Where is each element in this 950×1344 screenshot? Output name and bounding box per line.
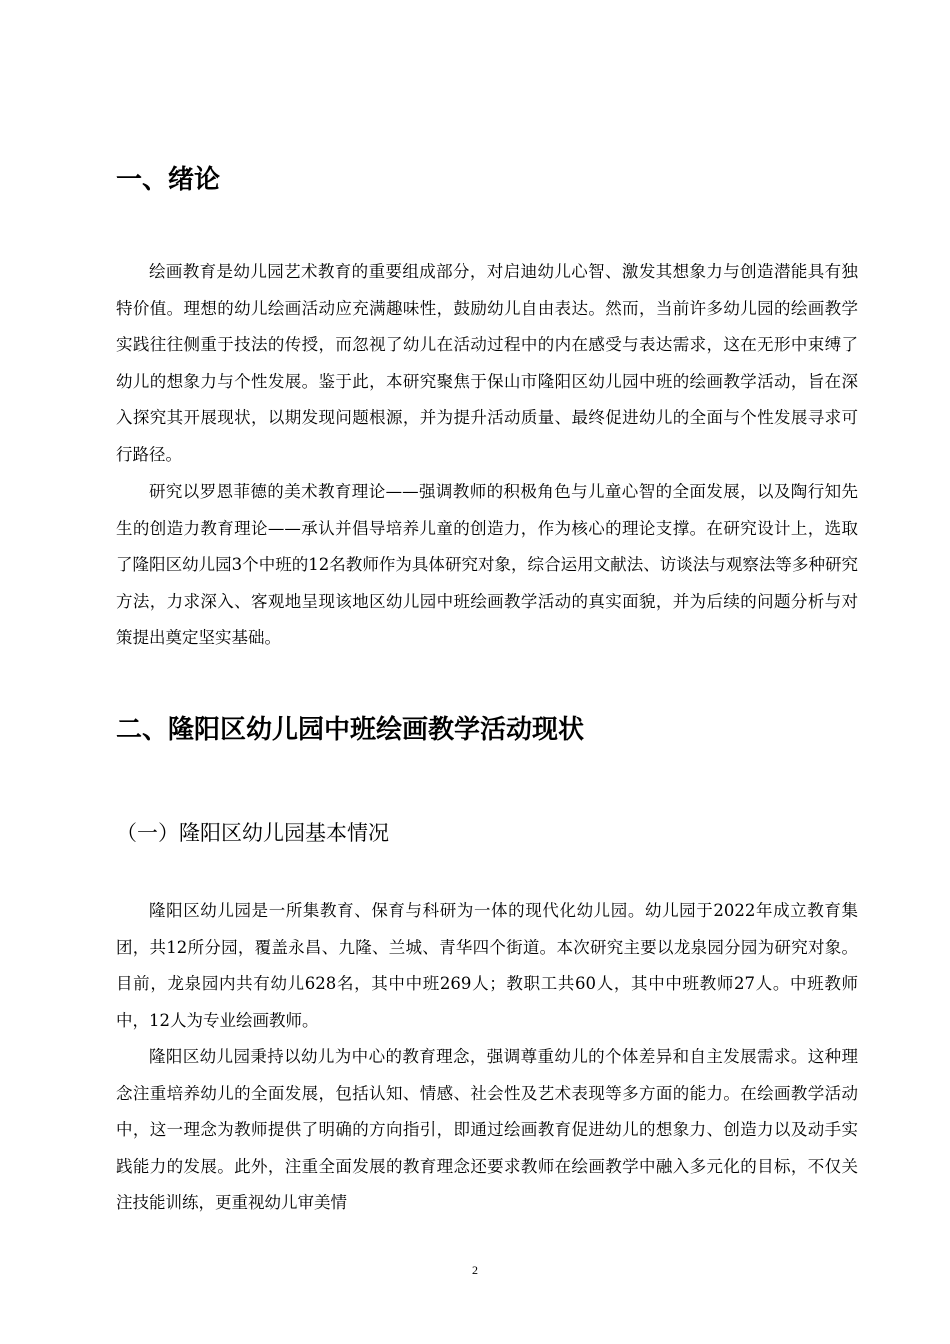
subsection-heading-basic-info: （一）隆阳区幼儿园基本情况 (116, 821, 389, 845)
paragraph-intro-2: 研究以罗恩菲德的美术教育理论——强调教师的积极角色与儿童心智的全面发展，以及陶行知先生的创造力教育理论——承认并倡导培养儿童的创造力，作为核心的理论支撑。在研究设计上，选取了隆阳区幼儿园3个中班的12名教师作为具体研究对象，综合运用文献法、访谈法与观察法等多种研究方法，力求深入、客观地呈现该地区幼儿园中班绘画教学活动的真实面貌，并为后续的问题分析与对策提出奠定坚实基础。 (116, 482, 858, 647)
paragraph-status-2: 隆阳区幼儿园秉持以幼儿为中心的教育理念，强调尊重幼儿的个体差异和自主发展需求。这种理念注重培养幼儿的全面发展，包括认知、情感、社会性及艺术表现等多方面的能力。在绘画教学活动中，这一理念为教师提供了明确的方向指引，即通过绘画教育促进幼儿的想象力、创造力以及动手实践能力的发展。此外，注重全面发展的教育理念还要求教师在绘画教学中融入多元化的目标，不仅关注技能训练，更重视幼儿审美情 (116, 1047, 858, 1212)
section-heading-introduction: 一、绪论 (116, 165, 221, 195)
section-heading-current-status: 二、隆阳区幼儿园中班绘画教学活动现状 (116, 715, 585, 745)
page-number: 2 (472, 1263, 478, 1277)
paragraph-intro-1: 绘画教育是幼儿园艺术教育的重要组成部分，对启迪幼儿心智、激发其想象力与创造潜能具有独特价值。理想的幼儿绘画活动应充满趣味性，鼓励幼儿自由表达。然而，当前许多幼儿园的绘画教学实践往往侧重于技法的传授，而忽视了幼儿在活动过程中的内在感受与表达需求，这在无形中束缚了幼儿的想象力与个性发展。鉴于此，本研究聚焦于保山市隆阳区幼儿园中班的绘画教学活动，旨在深入探究其开展现状，以期发现问题根源，并为提升活动质量、最终促进幼儿的全面与个性发展寻求可行路径。 (116, 262, 858, 464)
paragraph-status-1: 隆阳区幼儿园是一所集教育、保育与科研为一体的现代化幼儿园。幼儿园于2022年成立教育集团，共12所分园，覆盖永昌、九隆、兰城、青华四个街道。本次研究主要以龙泉园分园为研究对象。目前，龙泉园内共有幼儿628名，其中中班269人；教职工共60人，其中中班教师27人。中班教师中，12人为专业绘画教师。 (116, 901, 858, 1030)
